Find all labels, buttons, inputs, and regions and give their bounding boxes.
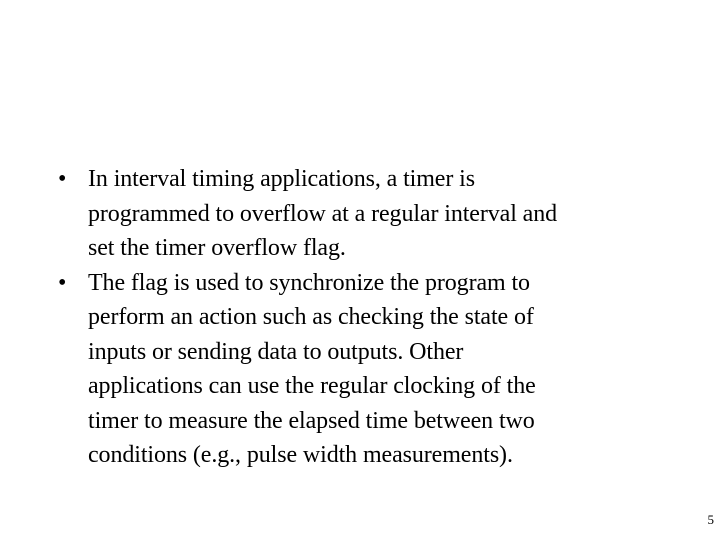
bullet-line: The flag is used to synchronize the program to (88, 269, 530, 296)
bullet-dot-icon: • (58, 269, 67, 296)
bullet-line: programmed to overflow at a regular interval and (88, 200, 558, 227)
bullet-line: In interval timing applications, a timer is (88, 166, 475, 192)
bullet-line: perform an action such as checking the state of (88, 304, 534, 330)
bullet-item (56, 266, 656, 473)
bullet-line: timer to measure the elapsed time between two (88, 407, 535, 434)
bullet-line: inputs or sending data to outputs. Other (88, 338, 464, 365)
page-number: 5 (707, 512, 714, 527)
bullet-line: conditions (e.g., pulse width measurements). (88, 442, 513, 468)
bullet-dot-icon: • (58, 166, 67, 192)
bullet-line: applications can use the regular clocking of the (88, 373, 536, 399)
bullet-list (56, 162, 656, 473)
bullet-line: set the timer overflow flag. (88, 235, 346, 261)
bullet-item (56, 162, 656, 266)
